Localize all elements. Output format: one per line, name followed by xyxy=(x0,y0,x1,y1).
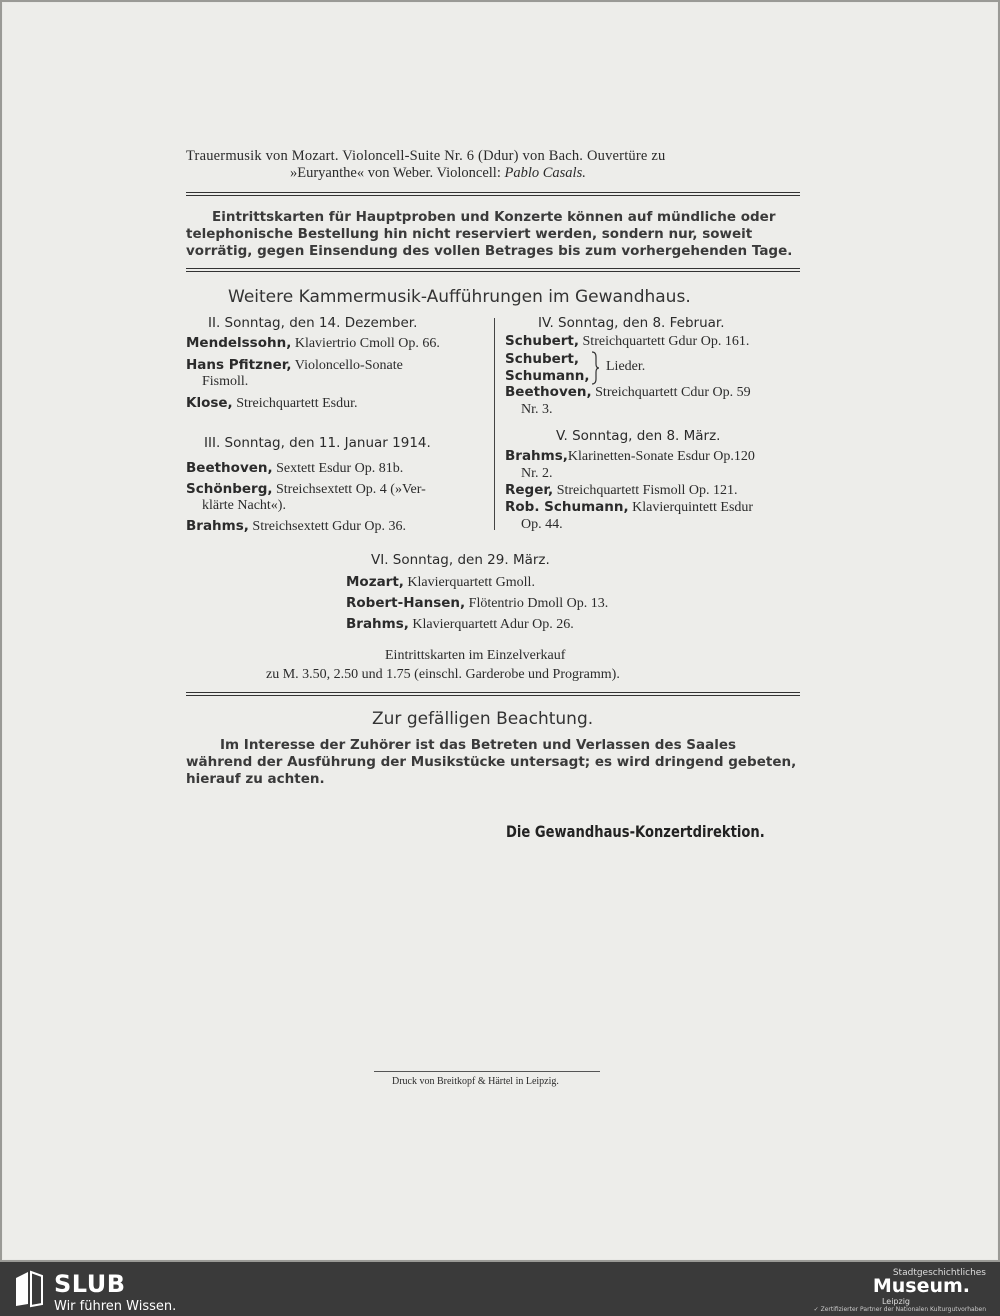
brace-symbol xyxy=(590,351,600,385)
concert-4-item-4 xyxy=(505,384,751,401)
work: Sextett Esdur Op. 81b. xyxy=(272,461,404,476)
concert-4-item-4-cont: Nr. 3. xyxy=(521,402,553,417)
work: Flötentrio Dmoll Op. 13. xyxy=(465,596,609,611)
concert-3-item-2 xyxy=(186,481,426,498)
printer-rule xyxy=(374,1071,600,1072)
notice-heading: Zur gefälligen Beachtung. xyxy=(372,709,594,729)
divider-rule-3 xyxy=(186,692,800,696)
concert-4-heading: IV. Sonntag, den 8. Februar. xyxy=(538,315,725,331)
slub-logo-icon xyxy=(12,1270,46,1308)
concert-4-item-1 xyxy=(505,333,749,350)
concert-3-item-3 xyxy=(186,518,406,535)
work: Streichsextett Op. 4 (»Ver- xyxy=(272,482,426,497)
concert-2-item-3 xyxy=(186,395,358,412)
single-sale-line-1: Eintrittskarten im Einzelverkauf xyxy=(385,648,566,663)
work: Klaviertrio Cmoll Op. 66. xyxy=(291,336,440,351)
concert-2-item-2 xyxy=(186,357,403,374)
program-line-1: Trauermusik von Mozart. Violoncell-Suite Nr. 6 (Ddur) von Bach. Ouvertüre zu xyxy=(186,148,666,164)
composer: Schubert, xyxy=(505,333,580,349)
slub-tagline: Wir führen Wissen. xyxy=(54,1299,177,1314)
tickets-notice-line-1: Eintrittskarten für Hauptproben und Konzerte können auf mündliche oder xyxy=(212,209,776,225)
composer: Klose, xyxy=(186,395,233,411)
composer: Schönberg, xyxy=(186,481,273,497)
column-divider xyxy=(494,318,495,530)
concert-5-item-3 xyxy=(505,499,753,516)
concert-3-item-1 xyxy=(186,460,403,477)
work: Klavierquartett Gmoll. xyxy=(403,575,535,590)
work: Streichquartett Cdur Op. 59 xyxy=(591,385,751,400)
notice-line-2: während der Ausführung der Musikstücke untersagt; es wird dringend gebeten, xyxy=(186,754,797,770)
composer: Hans Pfitzner, xyxy=(186,357,292,373)
composer: Reger, xyxy=(505,482,554,498)
work: Streichquartett Fismoll Op. 121. xyxy=(553,483,738,498)
concert-2-item-2-cont: Fismoll. xyxy=(202,374,249,389)
chamber-music-heading: Weitere Kammermusik-Aufführungen im Gewandhaus. xyxy=(228,287,691,307)
work: Streichquartett Gdur Op. 161. xyxy=(579,334,750,349)
concert-4-composer-2: Schubert, xyxy=(505,351,580,367)
work: Violoncello-Sonate xyxy=(291,358,403,373)
concert-5-item-3-cont: Op. 44. xyxy=(521,517,563,532)
notice-line-1: Im Interesse der Zuhörer ist das Betreten und Verlassen des Saales xyxy=(220,737,737,753)
tickets-notice-line-3: vorrätig, gegen Einsendung des vollen Betrages bis zum vorhergehenden Tage. xyxy=(186,243,793,259)
composer: Brahms, xyxy=(186,518,249,534)
divider-rule-2 xyxy=(186,268,800,272)
soloist-name: Pablo Casals. xyxy=(504,165,586,181)
signature: Die Gewandhaus-Konzertdirektion. xyxy=(506,822,765,841)
museum-name: Museum. xyxy=(872,1275,970,1297)
concert-6-heading: VI. Sonntag, den 29. März. xyxy=(371,552,550,568)
work: Streichsextett Gdur Op. 36. xyxy=(248,519,406,534)
composer: Rob. Schumann, xyxy=(505,499,629,515)
concert-5-item-2 xyxy=(505,482,738,499)
work: Klavierquintett Esdur xyxy=(628,500,754,515)
composer: Mozart, xyxy=(346,574,404,590)
work: Streichquartett Esdur. xyxy=(232,396,358,411)
program-line-2-text: »Euryanthe« von Weber. Violoncell: xyxy=(290,165,505,181)
concert-5-item-1-cont: Nr. 2. xyxy=(521,466,553,481)
composer: Brahms, xyxy=(346,616,409,632)
concert-6-item-2 xyxy=(346,595,608,612)
concert-3-item-2-cont: klärte Nacht«). xyxy=(202,498,286,513)
composer: Beethoven, xyxy=(505,384,592,400)
printer-imprint: Druck von Breitkopf & Härtel in Leipzig. xyxy=(392,1076,559,1087)
concert-4-composer-3: Schumann, xyxy=(505,368,590,384)
composer: Mendelssohn, xyxy=(186,335,292,351)
concert-5-item-1 xyxy=(505,448,755,465)
museum-subtitle: Stadtgeschichtliches xyxy=(892,1268,986,1278)
museum-city: Leipzig xyxy=(881,1297,910,1306)
concert-2-item-1 xyxy=(186,335,440,352)
divider-rule-1 xyxy=(186,192,800,196)
concert-5-heading: V. Sonntag, den 8. März. xyxy=(556,428,721,444)
notice-line-3: hierauf zu achten. xyxy=(186,771,325,787)
composer: Beethoven, xyxy=(186,460,273,476)
concert-6-item-3 xyxy=(346,616,574,633)
concert-4-lieder: Lieder. xyxy=(606,359,646,374)
concert-2-heading: II. Sonntag, den 14. Dezember. xyxy=(208,315,418,331)
composer: Robert-Hansen, xyxy=(346,595,466,611)
single-sale-line-2: zu M. 3.50, 2.50 und 1.75 (einschl. Garderobe und Programm). xyxy=(266,667,620,682)
work: Klavierquartett Adur Op. 26. xyxy=(408,617,574,632)
program-line-2 xyxy=(290,165,586,182)
tickets-notice-line-2: telephonische Bestellung hin nicht reserviert werden, sondern nur, soweit xyxy=(186,226,753,242)
museum-cert: ✓ Zertifizierter Partner der Nationalen Kulturgutvorhaben xyxy=(813,1306,986,1313)
concert-3-heading: III. Sonntag, den 11. Januar 1914. xyxy=(204,435,431,451)
work: Klarinetten-Sonate Esdur Op.120 xyxy=(567,449,755,464)
composer: Brahms, xyxy=(505,448,568,464)
slub-name: SLUB xyxy=(54,1270,126,1298)
concert-6-item-1 xyxy=(346,574,535,591)
